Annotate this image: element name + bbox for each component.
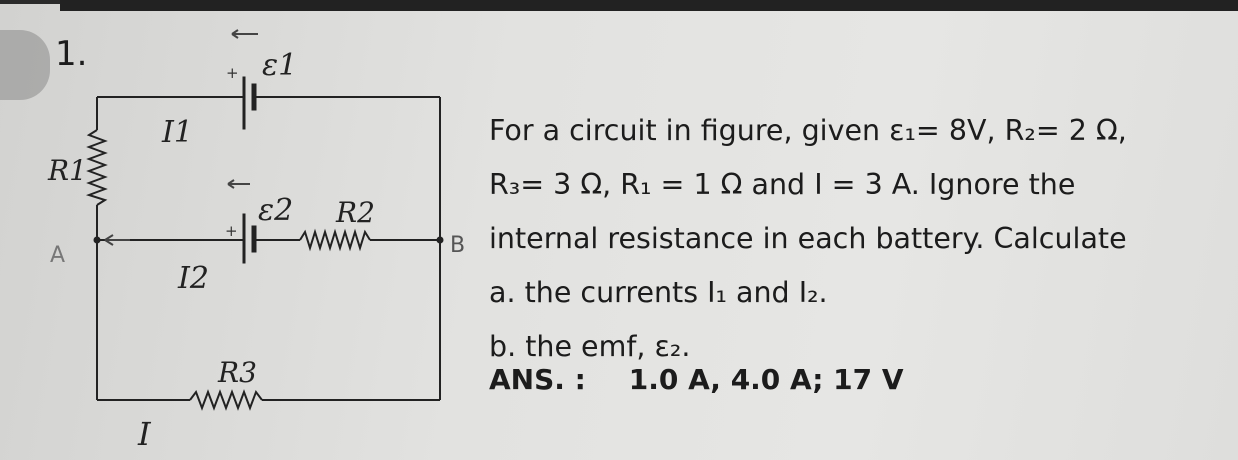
question-number: 1. xyxy=(55,34,88,74)
label-node-b: B xyxy=(450,233,466,258)
question-line-4: a. the currents I₁ and I₂. xyxy=(489,276,828,309)
node-b-dot xyxy=(437,237,444,244)
plus-mark-emf2: + xyxy=(225,222,238,240)
arrow-i1 xyxy=(232,30,258,38)
resistor-r1 xyxy=(89,130,105,205)
circuit-diagram xyxy=(0,0,480,460)
label-emf2: ε2 xyxy=(258,193,294,228)
answer-line xyxy=(489,363,904,396)
question-line-3: internal resistance in each battery. Calculate xyxy=(489,222,1127,255)
arrow-junction xyxy=(105,235,130,245)
arrow-i2 xyxy=(228,180,250,188)
question-text xyxy=(489,104,1229,374)
label-r2: R2 xyxy=(336,196,375,229)
resistor-r2 xyxy=(300,232,370,248)
question-line-1: For a circuit in figure, given ε₁= 8V, R₂= 2 Ω, xyxy=(489,114,1127,147)
label-node-a: A xyxy=(50,243,66,268)
resistor-r3 xyxy=(190,392,262,408)
answer-label: ANS. : xyxy=(489,363,586,396)
label-emf1: ε1 xyxy=(262,48,298,83)
label-i1: I1 xyxy=(162,115,193,150)
label-i2: I2 xyxy=(178,261,209,296)
battery-emf2 xyxy=(244,215,254,262)
label-r1: R1 xyxy=(48,154,87,187)
label-i: I xyxy=(138,415,151,453)
node-a-dot xyxy=(94,237,101,244)
question-line-2: R₃= 3 Ω, R₁ = 1 Ω and I = 3 A. Ignore the xyxy=(489,168,1076,201)
battery-emf1 xyxy=(244,78,254,128)
plus-mark-emf1: + xyxy=(226,64,239,82)
question-line-5: b. the emf, ε₂. xyxy=(489,330,691,363)
label-r3: R3 xyxy=(218,356,257,389)
answer-value: 1.0 A, 4.0 A; 17 V xyxy=(628,363,904,396)
